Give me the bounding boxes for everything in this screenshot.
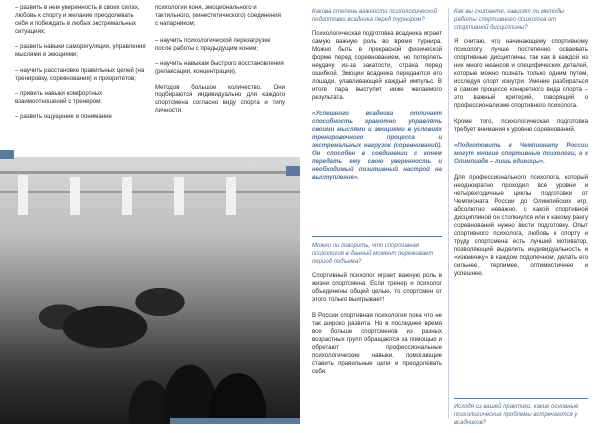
interview-column-3 — [312, 242, 442, 384]
interview-question: Исходя из вашей практики, какие основные психологические проблемы встречаются у всадников? — [454, 404, 579, 426]
roof-beam — [0, 191, 300, 193]
body-paragraph: Для профессионального психолога, который неоднократно проходил все уровни и четырехгодичные циклы подготовки от Чемпионата России до Олимпийских игр, абсолютно неважно, с какой спортивной дисциплиной он столкнулся или к какому рангу соревнований нужно вести подготовку. Опыт спортивного психолога, любовь к спорту и труду спортсмена есть лучший мотиватор, позволяющий выделить индивидуальность и «изюминку» в каждом подопечном, делать его сильнее, терпимее, оптимистичнее и успешнее. — [454, 174, 588, 277]
section-rule — [312, 236, 442, 237]
accent-bar — [170, 418, 300, 424]
interview-column-2 — [454, 8, 588, 286]
window-light — [174, 177, 184, 215]
body-paragraph: В России спортивная психология пока что не так широко развита. Но в последнее время все больше спортсменов из разных возрастных групп обращаются за помощью и обретают профессиональные психологические навыки, помогающие ставить правильные цели и преодолевать себя. — [312, 312, 442, 375]
window-light — [18, 175, 28, 215]
list-item: – развить навыки саморегуляции, управления мыслями и эмоциями; — [15, 43, 146, 59]
interview-question: Какова степень важности психологической подготовки всадника перед турниром? — [312, 9, 437, 23]
interview-question: Как вы считаете, зависят ли методы работы спортивного психолога от спортивной дисциплины? — [454, 9, 565, 31]
window-light — [70, 177, 80, 215]
list-item: – научить навыкам быстрого восстановления (релаксации, концентрации). — [155, 60, 284, 76]
interview-column-4 — [454, 403, 588, 433]
list-item: – привить навыки комфортных взаимоотношений с тренером; — [15, 90, 103, 105]
interview-column-1 — [312, 8, 442, 190]
body-paragraph: Методов большое количество. Они подбираются индивидуально для каждого спортсмена согласно виду спорта и типу личности. — [155, 83, 285, 115]
pull-quote: «Успешного всадника отличает способность грамотно управлять своими мыслями и эмоциями в условиях тренировочного процесса и экстремальных нагрузок (соревнований). Он способен в соединении с конем передать ему свою уверенность и необходимый позитивный настрой на выступление». — [312, 111, 442, 181]
interview-question: Можно ли говорить, что спортивная психология в данный момент переживает период подъема? — [312, 243, 434, 265]
list-item: – научить расстановке правильных целей (на тренировку, соревнования) и приоритетов; — [15, 66, 145, 82]
body-paragraph: Я считаю, что начинающему спортивному психологу лучше постепенно осваивать спортивные дисциплины, так как в каждой из них много нюансов и специфических деталей, которые можно познать только одним путем, исследуя спорт изнутри. Умение разбираться в самом процессе конкретного вида спорта – это важный критерий, говорящий о профессионализме спортивного психолога. — [454, 38, 588, 109]
equestrian-arena-photo — [0, 157, 300, 424]
window-light — [226, 177, 236, 215]
left-column-b — [155, 4, 285, 123]
body-paragraph: Психологическая подготовка всадника играет самую важную роль во время турнира. Можно быть в прекрасной физической форме перед соревнованием, но потерпеть неудачу из-за закатости, страха перед ошибкой. Эмоции всадника передаются его лошади, улавливающей каждый импульс. В итоге пара выступит ниже желаемого результата. — [312, 30, 442, 101]
accent-bar — [0, 150, 14, 159]
window-light — [122, 177, 132, 215]
list-item: – развить ощущение и понимание — [15, 113, 112, 121]
section-rule — [454, 398, 588, 399]
left-column-a — [15, 4, 148, 129]
pull-quote: «Подготовить к Чемпионату России могут многие спортивные психологи, а к Олимпиаде – лишь единицы». — [454, 143, 588, 165]
body-paragraph: Спортивный психолог играет важную роль в жизни спортсмена. Если тренер и психолог объединены общей целью, то спортсмен от этого только выигрывает! — [312, 272, 442, 303]
list-item: – развить в нем уверенность в своих силах, любовь к спорту и желание преодолевать себя и побеждать в любых экстремальных ситуациях; — [15, 4, 140, 35]
accent-bar — [286, 166, 300, 176]
roof-beam — [0, 171, 300, 174]
list-item: психологии коня, эмоционального и тактильного, (кинестетического) соединения с напарником; — [155, 4, 281, 27]
body-paragraph: Кроме того, психологическая подготовка требует внимания к уровню соревнований. — [454, 118, 588, 133]
column-divider — [448, 8, 449, 418]
list-item: – научить психологической перезагрузке после работы с предыдущим конем; — [155, 36, 271, 52]
